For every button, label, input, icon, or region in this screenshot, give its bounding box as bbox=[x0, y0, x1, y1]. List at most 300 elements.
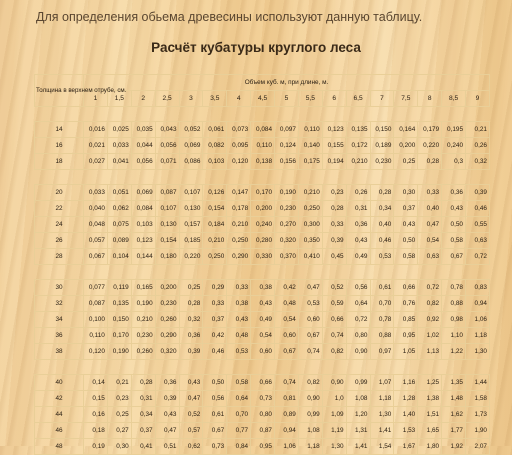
volume-cell: 0,189 bbox=[370, 138, 394, 154]
volume-cell: 0,056 bbox=[155, 138, 179, 154]
volume-cell: 0,78 bbox=[370, 312, 394, 328]
length-header-cell: 8,5 bbox=[442, 91, 466, 107]
thickness-cell: 26 bbox=[35, 233, 84, 249]
volume-cell: 0,83 bbox=[466, 280, 490, 296]
volume-cell: 0,26 bbox=[466, 138, 490, 154]
thickness-header: Толщина в верхнем отрубе, см. bbox=[35, 75, 84, 107]
volume-cell: 0,156 bbox=[275, 154, 299, 170]
volume-cell: 0,81 bbox=[275, 391, 299, 407]
volume-cell: 0,82 bbox=[418, 296, 442, 312]
volume-cell: 1,30 bbox=[370, 407, 394, 423]
length-header-cell: 9 bbox=[466, 91, 490, 107]
length-header-cell: 4 bbox=[227, 91, 251, 107]
volume-cell: 0,66 bbox=[322, 312, 346, 328]
volume-cell: 1,25 bbox=[418, 375, 442, 391]
table-row bbox=[35, 328, 490, 344]
volume-cell: 0,124 bbox=[275, 138, 299, 154]
volume-cell: 0,230 bbox=[155, 296, 179, 312]
volume-cell: 0,95 bbox=[251, 439, 275, 455]
group-spacer-row bbox=[35, 265, 490, 280]
table-row bbox=[35, 233, 490, 249]
volume-cell: 0,14 bbox=[84, 375, 108, 391]
volume-cell: 1,38 bbox=[418, 391, 442, 407]
volume-cell: 0,46 bbox=[466, 201, 490, 217]
volume-cell: 0,70 bbox=[370, 296, 394, 312]
thickness-cell: 22 bbox=[35, 201, 84, 217]
volume-cell: 0,107 bbox=[155, 201, 179, 217]
volume-cell: 0,88 bbox=[370, 328, 394, 344]
thickness-cell: 36 bbox=[35, 328, 84, 344]
volume-cell: 0,52 bbox=[322, 280, 346, 296]
volume-cell: 1,77 bbox=[442, 423, 466, 439]
volume-cell: 0,45 bbox=[322, 249, 346, 265]
volume-cell: 0,164 bbox=[394, 122, 418, 138]
volume-cell: 0,087 bbox=[84, 296, 108, 312]
volume-cell: 0,035 bbox=[131, 122, 155, 138]
volume-cell: 0,43 bbox=[251, 296, 275, 312]
volume-cell: 0,210 bbox=[227, 217, 251, 233]
volume-cell: 0,210 bbox=[298, 185, 322, 201]
volume-cell: 0,19 bbox=[84, 439, 108, 455]
volume-cell: 0,31 bbox=[131, 391, 155, 407]
volume-cell: 1,54 bbox=[370, 439, 394, 455]
volume-cell: 0,194 bbox=[322, 154, 346, 170]
volume-cell: 1,18 bbox=[298, 439, 322, 455]
volume-cell: 0,100 bbox=[84, 312, 108, 328]
volume-cell: 0,82 bbox=[298, 375, 322, 391]
volume-cell: 0,54 bbox=[418, 233, 442, 249]
volume-cell: 0,103 bbox=[131, 217, 155, 233]
volume-cell: 1,35 bbox=[442, 375, 466, 391]
volume-cell: 0,40 bbox=[418, 201, 442, 217]
volume-cell: 0,089 bbox=[107, 233, 131, 249]
volume-cell: 0,28 bbox=[179, 296, 203, 312]
volume-cell: 0,33 bbox=[227, 280, 251, 296]
volume-cell: 0,28 bbox=[418, 154, 442, 170]
thickness-cell: 38 bbox=[35, 344, 84, 360]
volume-cell: 1,73 bbox=[466, 407, 490, 423]
volume-cell: 0,056 bbox=[131, 154, 155, 170]
volume-cell: 0,240 bbox=[251, 217, 275, 233]
volume-cell: 0,33 bbox=[418, 185, 442, 201]
volume-cell: 0,39 bbox=[322, 233, 346, 249]
volume-cell: 0,37 bbox=[131, 423, 155, 439]
volume-cell: 1,30 bbox=[322, 439, 346, 455]
volume-cell: 0,57 bbox=[179, 423, 203, 439]
thickness-cell: 44 bbox=[35, 407, 84, 423]
volume-cell: 0,184 bbox=[203, 217, 227, 233]
volume-cell: 0,25 bbox=[107, 407, 131, 423]
volume-cell: 0,126 bbox=[203, 185, 227, 201]
volume-cell: 0,195 bbox=[442, 122, 466, 138]
volume-cell: 0,95 bbox=[394, 328, 418, 344]
volume-cell: 0,033 bbox=[107, 138, 131, 154]
group-spacer-row bbox=[35, 170, 490, 185]
volume-cell: 0,32 bbox=[179, 312, 203, 328]
volume-cell: 0,040 bbox=[84, 201, 108, 217]
volume-cell: 0,29 bbox=[203, 280, 227, 296]
volume-cell: 0,220 bbox=[179, 249, 203, 265]
volume-cell: 0,110 bbox=[298, 122, 322, 138]
volume-cell: 0,42 bbox=[275, 280, 299, 296]
thickness-cell: 24 bbox=[35, 217, 84, 233]
volume-cell: 0,46 bbox=[203, 344, 227, 360]
volume-cell: 0,250 bbox=[298, 201, 322, 217]
thickness-cell: 18 bbox=[35, 154, 84, 170]
thickness-cell: 40 bbox=[35, 375, 84, 391]
volume-cell: 0,107 bbox=[179, 185, 203, 201]
volume-cell: 0,290 bbox=[155, 328, 179, 344]
volume-cell: 1,92 bbox=[442, 439, 466, 455]
volume-cell: 0,320 bbox=[155, 344, 179, 360]
volume-cell: 0,94 bbox=[466, 296, 490, 312]
volume-cell: 0,67 bbox=[298, 328, 322, 344]
volume-cell: 0,178 bbox=[227, 201, 251, 217]
volume-cell: 0,90 bbox=[298, 391, 322, 407]
volume-cell: 0,47 bbox=[179, 391, 203, 407]
volume-cell: 0,25 bbox=[179, 280, 203, 296]
length-header-cell: 8 bbox=[418, 91, 442, 107]
spacer-cell bbox=[35, 265, 490, 280]
volume-cell: 0,64 bbox=[227, 391, 251, 407]
length-header-cell: 7 bbox=[370, 91, 394, 107]
table-row bbox=[35, 217, 490, 233]
volume-cell: 0,043 bbox=[155, 122, 179, 138]
volume-cell: 0,210 bbox=[203, 233, 227, 249]
volume-cell: 1,18 bbox=[466, 328, 490, 344]
volume-cell: 0,46 bbox=[370, 233, 394, 249]
volume-cell: 0,240 bbox=[442, 138, 466, 154]
volume-cell: 0,49 bbox=[251, 312, 275, 328]
volume-cell: 0,40 bbox=[370, 217, 394, 233]
volume-cell: 0,43 bbox=[227, 312, 251, 328]
volume-cell: 0,155 bbox=[322, 138, 346, 154]
volume-cell: 0,31 bbox=[346, 201, 370, 217]
volume-cell: 0,154 bbox=[155, 233, 179, 249]
thickness-cell: 34 bbox=[35, 312, 84, 328]
volume-cell: 0,66 bbox=[394, 280, 418, 296]
volume-cell: 0,200 bbox=[251, 201, 275, 217]
volume-cell: 0,36 bbox=[155, 375, 179, 391]
volume-cell: 0,51 bbox=[155, 439, 179, 455]
volume-cell: 0,30 bbox=[394, 185, 418, 201]
volume-cell: 1,41 bbox=[346, 439, 370, 455]
length-header-cell: 3 bbox=[179, 91, 203, 107]
volume-cell: 0,77 bbox=[227, 423, 251, 439]
volume-cell: 0,63 bbox=[466, 233, 490, 249]
volume-cell: 1,90 bbox=[466, 423, 490, 439]
volume-cell: 0,74 bbox=[275, 375, 299, 391]
thickness-cell: 46 bbox=[35, 423, 84, 439]
volume-cell: 0,210 bbox=[346, 154, 370, 170]
volume-cell: 1,08 bbox=[298, 423, 322, 439]
volume-cell: 0,97 bbox=[370, 344, 394, 360]
volume-cell: 0,56 bbox=[203, 391, 227, 407]
volume-cell: 0,73 bbox=[251, 391, 275, 407]
volume-cell: 0,025 bbox=[107, 122, 131, 138]
volume-cell: 0,50 bbox=[394, 233, 418, 249]
volume-cell: 0,33 bbox=[203, 296, 227, 312]
volume-cell: 0,87 bbox=[251, 423, 275, 439]
thickness-cell: 32 bbox=[35, 296, 84, 312]
volume-cell: 0,25 bbox=[394, 154, 418, 170]
volume-cell: 1,58 bbox=[466, 391, 490, 407]
table-row bbox=[35, 201, 490, 217]
volume-cell: 0,260 bbox=[131, 344, 155, 360]
volume-cell: 0,067 bbox=[84, 249, 108, 265]
volume-cell: 0,80 bbox=[346, 328, 370, 344]
table-row bbox=[35, 407, 490, 423]
volume-cell: 0,38 bbox=[251, 280, 275, 296]
spacer-cell bbox=[35, 360, 490, 375]
table-row bbox=[35, 296, 490, 312]
table-row bbox=[35, 185, 490, 201]
length-header-cell: 7,5 bbox=[394, 91, 418, 107]
volume-cell: 1,18 bbox=[370, 391, 394, 407]
volume-cell: 0,150 bbox=[107, 312, 131, 328]
volume-cell: 0,53 bbox=[298, 296, 322, 312]
volume-cell: 1,07 bbox=[370, 375, 394, 391]
volume-cell: 0,210 bbox=[131, 312, 155, 328]
volume-cell: 0,72 bbox=[418, 280, 442, 296]
volume-cell: 0,041 bbox=[107, 154, 131, 170]
volume-cell: 2,07 bbox=[466, 439, 490, 455]
thickness-cell: 20 bbox=[35, 185, 84, 201]
volume-cell: 1,44 bbox=[466, 375, 490, 391]
volume-cell: 0,32 bbox=[466, 154, 490, 170]
volume-cell: 0,110 bbox=[251, 138, 275, 154]
volume-cell: 0,073 bbox=[227, 122, 251, 138]
volume-cell: 0,72 bbox=[346, 312, 370, 328]
volume-cell: 1,13 bbox=[418, 344, 442, 360]
volume-cell: 0,048 bbox=[84, 217, 108, 233]
volume-cell: 0,52 bbox=[179, 407, 203, 423]
volume-cell: 0,062 bbox=[107, 201, 131, 217]
thickness-cell: 42 bbox=[35, 391, 84, 407]
volume-cell: 0,119 bbox=[107, 280, 131, 296]
table-row bbox=[35, 312, 490, 328]
table-row bbox=[35, 154, 490, 170]
volume-cell: 0,280 bbox=[251, 233, 275, 249]
volume-cell: 0,170 bbox=[251, 185, 275, 201]
volume-cell: 0,057 bbox=[84, 233, 108, 249]
volume-cell: 1,41 bbox=[370, 423, 394, 439]
volume-cell: 0,250 bbox=[227, 233, 251, 249]
volume-cell: 0,74 bbox=[322, 328, 346, 344]
volume-cell: 0,021 bbox=[84, 138, 108, 154]
volume-cell: 0,76 bbox=[394, 296, 418, 312]
volume-cell: 1,53 bbox=[394, 423, 418, 439]
volume-cell: 0,27 bbox=[107, 423, 131, 439]
volume-cell: 0,075 bbox=[107, 217, 131, 233]
volume-cell: 0,60 bbox=[275, 328, 299, 344]
volume-cell: 1,09 bbox=[322, 407, 346, 423]
table-row bbox=[35, 391, 490, 407]
volume-cell: 0,58 bbox=[442, 233, 466, 249]
volume-cell: 0,43 bbox=[394, 217, 418, 233]
volume-cell: 0,85 bbox=[394, 312, 418, 328]
volume-cell: 0,89 bbox=[275, 407, 299, 423]
volume-cell: 0,53 bbox=[370, 249, 394, 265]
volume-cell: 0,37 bbox=[394, 201, 418, 217]
volume-cell: 0,43 bbox=[179, 375, 203, 391]
volume-cell: 1,02 bbox=[418, 328, 442, 344]
volume-cell: 0,016 bbox=[84, 122, 108, 138]
volume-cell: 0,28 bbox=[370, 185, 394, 201]
volume-cell: 0,175 bbox=[298, 154, 322, 170]
volume-cell: 0,170 bbox=[107, 328, 131, 344]
thickness-cell: 28 bbox=[35, 249, 84, 265]
volume-cell: 0,051 bbox=[107, 185, 131, 201]
volume-cell: 0,92 bbox=[418, 312, 442, 328]
volume-cell: 0,36 bbox=[442, 185, 466, 201]
volume-cell: 0,28 bbox=[131, 375, 155, 391]
volume-cell: 0,60 bbox=[298, 312, 322, 328]
spacer-cell bbox=[35, 107, 490, 122]
volume-cell: 0,16 bbox=[84, 407, 108, 423]
volume-cell: 0,084 bbox=[251, 122, 275, 138]
volume-cell: 0,320 bbox=[275, 233, 299, 249]
volume-cell: 0,130 bbox=[179, 201, 203, 217]
volume-cell: 0,027 bbox=[84, 154, 108, 170]
volume-cell: 0,21 bbox=[466, 122, 490, 138]
volume-cell: 0,095 bbox=[227, 138, 251, 154]
length-header-cell: 3,5 bbox=[203, 91, 227, 107]
volume-cell: 1,05 bbox=[394, 344, 418, 360]
length-header-cell: 6,5 bbox=[346, 91, 370, 107]
volume-cell: 0,70 bbox=[227, 407, 251, 423]
volume-cell: 0,34 bbox=[131, 407, 155, 423]
table-row bbox=[35, 439, 490, 455]
volume-cell: 0,052 bbox=[179, 122, 203, 138]
volume-cell: 1,31 bbox=[346, 423, 370, 439]
volume-cell: 0,130 bbox=[155, 217, 179, 233]
volume-cell: 0,94 bbox=[275, 423, 299, 439]
volume-cell: 0,99 bbox=[298, 407, 322, 423]
volume-cell: 1,06 bbox=[275, 439, 299, 455]
table-row bbox=[35, 122, 490, 138]
volume-cell: 0,230 bbox=[131, 328, 155, 344]
volume-cell: 0,110 bbox=[84, 328, 108, 344]
volume-cell: 0,37 bbox=[203, 312, 227, 328]
table-row bbox=[35, 423, 490, 439]
volume-cell: 1,67 bbox=[394, 439, 418, 455]
volume-cell: 1,19 bbox=[322, 423, 346, 439]
volume-cell: 0,087 bbox=[155, 185, 179, 201]
volume-cell: 1,10 bbox=[442, 328, 466, 344]
volume-cell: 0,200 bbox=[155, 280, 179, 296]
volume-cell: 0,47 bbox=[418, 217, 442, 233]
volume-cell: 1,16 bbox=[394, 375, 418, 391]
volume-cell: 0,147 bbox=[227, 185, 251, 201]
volume-cell: 0,41 bbox=[131, 439, 155, 455]
volume-cell: 0,300 bbox=[298, 217, 322, 233]
volume-cell: 1,08 bbox=[346, 391, 370, 407]
volume-cell: 0,21 bbox=[107, 375, 131, 391]
volume-cell: 0,230 bbox=[370, 154, 394, 170]
volume-cell: 0,144 bbox=[131, 249, 155, 265]
page-title: Расчёт кубатуры круглого леса bbox=[151, 40, 361, 55]
volume-cell: 0,154 bbox=[203, 201, 227, 217]
volume-cell: 0,190 bbox=[275, 185, 299, 201]
volume-cell: 0,54 bbox=[275, 312, 299, 328]
volume-cell: 0,23 bbox=[107, 391, 131, 407]
volume-cell: 0,104 bbox=[107, 249, 131, 265]
volume-cell: 1,80 bbox=[418, 439, 442, 455]
volume-cell: 0,80 bbox=[251, 407, 275, 423]
volume-cell: 0,103 bbox=[203, 154, 227, 170]
length-header-cell: 4,5 bbox=[251, 91, 275, 107]
volume-cell: 0,250 bbox=[203, 249, 227, 265]
volume-cell: 0,30 bbox=[107, 439, 131, 455]
volume-cell: 0,185 bbox=[179, 233, 203, 249]
volume-cell: 0,48 bbox=[275, 296, 299, 312]
volume-cell: 0,58 bbox=[394, 249, 418, 265]
volume-cell: 0,48 bbox=[227, 328, 251, 344]
volume-cell: 0,165 bbox=[131, 280, 155, 296]
volume-cell: 0,190 bbox=[131, 296, 155, 312]
volume-cell: 0,43 bbox=[155, 407, 179, 423]
volume-cell: 0,63 bbox=[418, 249, 442, 265]
volume-cell: 0,39 bbox=[155, 391, 179, 407]
volume-cell: 1,0 bbox=[322, 391, 346, 407]
volume-cell: 1,22 bbox=[442, 344, 466, 360]
volume-cell: 0,150 bbox=[370, 122, 394, 138]
volume-cell: 0,220 bbox=[418, 138, 442, 154]
volume-cell: 0,39 bbox=[466, 185, 490, 201]
volume-cell: 0,120 bbox=[227, 154, 251, 170]
volume-cell: 0,98 bbox=[442, 312, 466, 328]
volume-cell: 0,58 bbox=[227, 375, 251, 391]
volume-cell: 0,36 bbox=[346, 217, 370, 233]
volume-cell: 0,34 bbox=[370, 201, 394, 217]
length-header-cell: 2 bbox=[131, 91, 155, 107]
table-row bbox=[35, 344, 490, 360]
volume-cell: 0,47 bbox=[298, 280, 322, 296]
volume-cell: 0,61 bbox=[203, 407, 227, 423]
length-header-cell: 5 bbox=[275, 91, 299, 107]
volume-cell: 0,49 bbox=[346, 249, 370, 265]
volume-cell: 0,18 bbox=[84, 423, 108, 439]
volume-cell: 0,033 bbox=[84, 185, 108, 201]
volume-cell: 0,43 bbox=[346, 233, 370, 249]
volume-cell: 0,78 bbox=[442, 280, 466, 296]
volume-cell: 0,99 bbox=[346, 375, 370, 391]
volume-cell: 0,190 bbox=[107, 344, 131, 360]
volume-cell: 1,40 bbox=[394, 407, 418, 423]
group-spacer-row bbox=[35, 107, 490, 122]
volume-cell: 0,84 bbox=[227, 439, 251, 455]
volume-header: Объем куб. м, при длине, м. bbox=[84, 75, 490, 91]
volume-cell: 0,082 bbox=[203, 138, 227, 154]
volume-cell: 1,51 bbox=[418, 407, 442, 423]
volume-cell: 0,290 bbox=[227, 249, 251, 265]
volume-cell: 0,270 bbox=[275, 217, 299, 233]
length-header-cell: 1 bbox=[84, 91, 108, 107]
thickness-cell: 14 bbox=[35, 122, 84, 138]
volume-cell: 0,077 bbox=[84, 280, 108, 296]
volume-cell: 0,370 bbox=[275, 249, 299, 265]
volume-cell: 0,56 bbox=[346, 280, 370, 296]
volume-cell: 0,330 bbox=[251, 249, 275, 265]
volume-cell: 0,88 bbox=[442, 296, 466, 312]
volume-cell: 0,071 bbox=[155, 154, 179, 170]
volume-cell: 0,55 bbox=[466, 217, 490, 233]
volume-cell: 0,084 bbox=[131, 201, 155, 217]
volume-cell: 0,26 bbox=[346, 185, 370, 201]
volume-cell: 1,20 bbox=[346, 407, 370, 423]
group-spacer-row bbox=[35, 360, 490, 375]
